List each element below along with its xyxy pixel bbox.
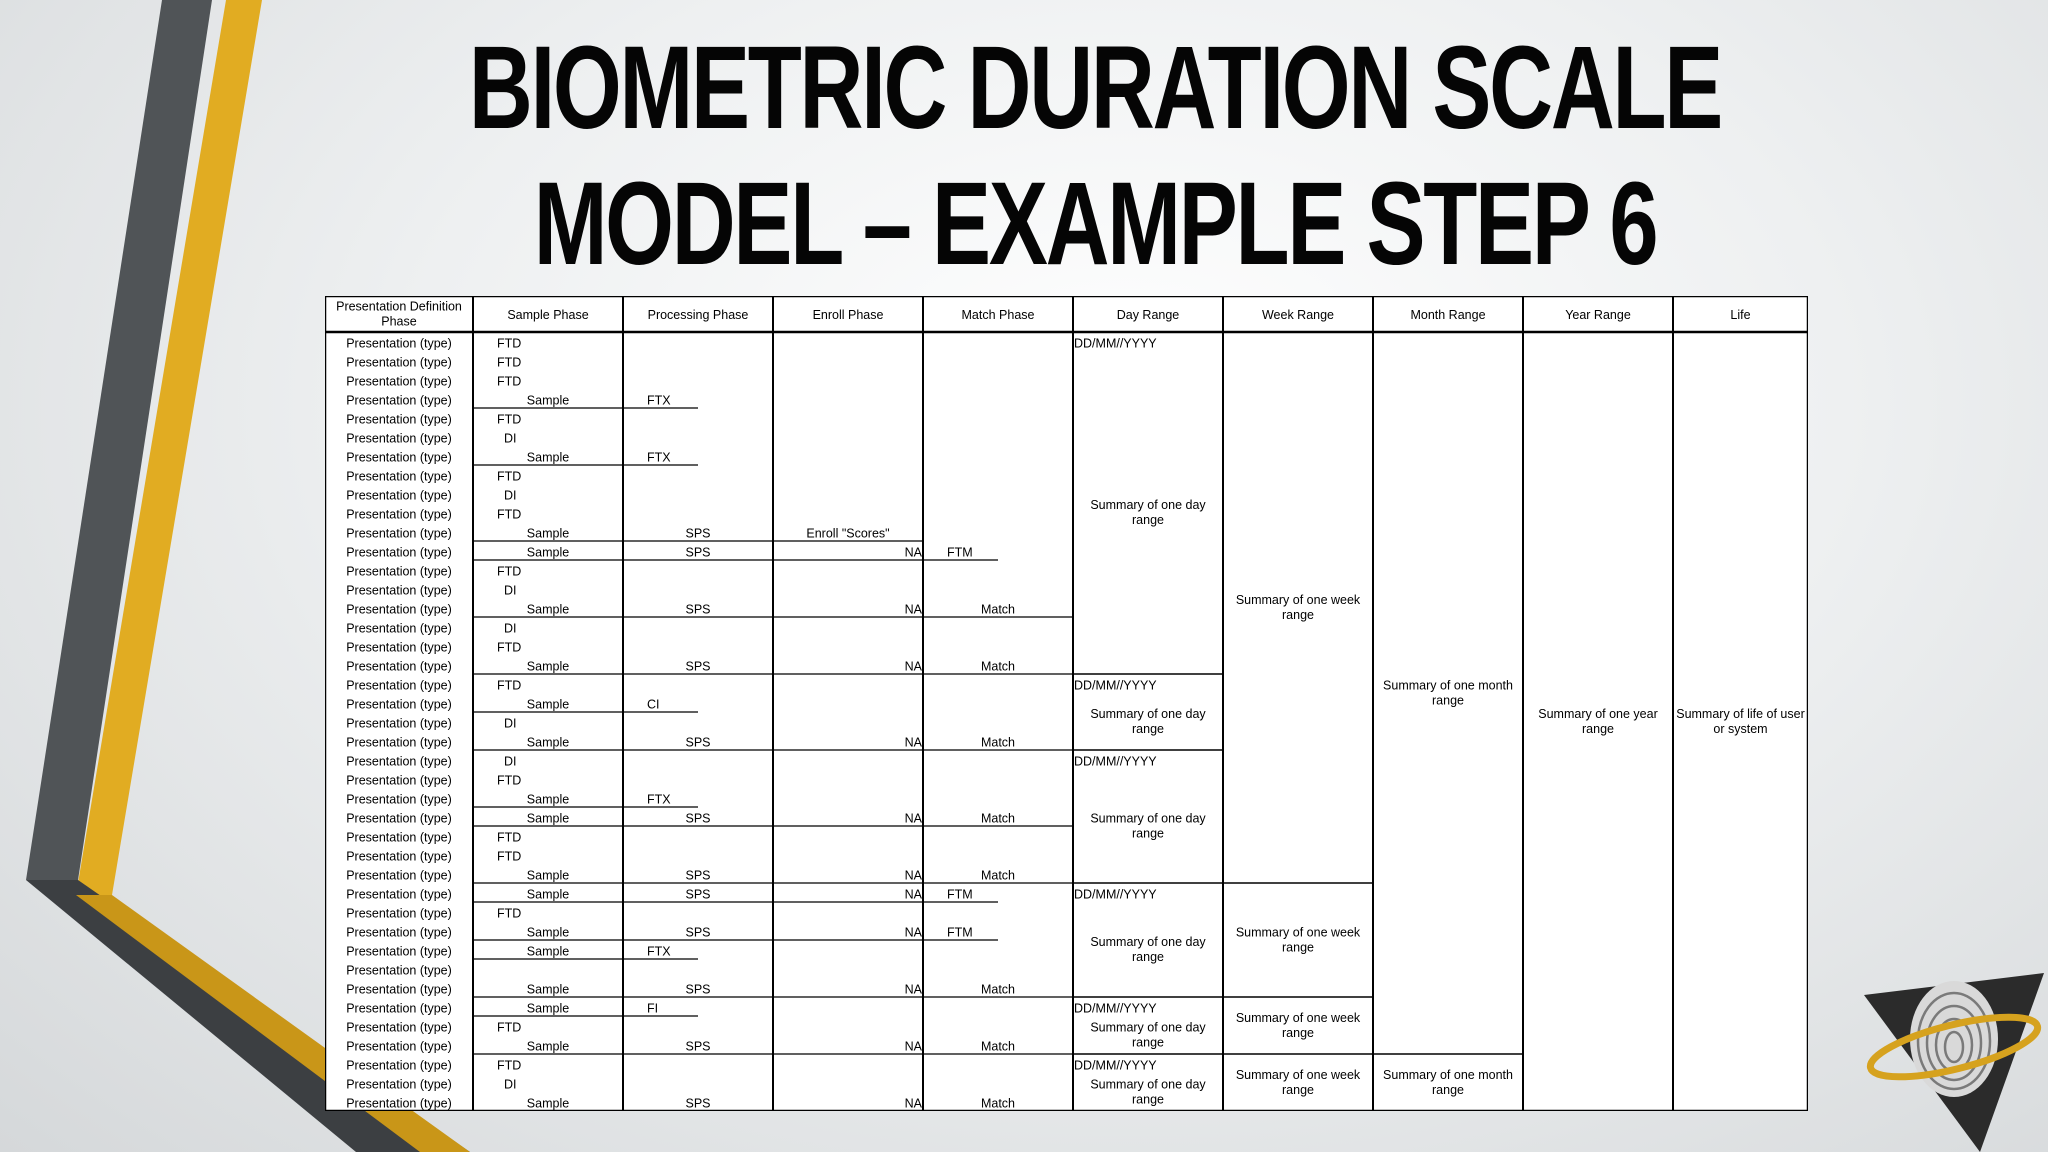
- sample-cell: FTD: [497, 507, 522, 522]
- processing-cell: FTX: [647, 450, 671, 465]
- row-label: Presentation (type): [346, 697, 452, 712]
- enroll-cell: NA: [904, 811, 922, 826]
- row-label: Presentation (type): [346, 507, 452, 522]
- month-summary: range: [1432, 693, 1464, 708]
- row-label: Presentation (type): [346, 906, 452, 921]
- week-summary: range: [1282, 1083, 1314, 1097]
- sample-cell: Sample: [526, 792, 570, 807]
- row-label: Presentation (type): [346, 1020, 452, 1035]
- row-label: Presentation (type): [346, 773, 452, 788]
- processing-cell: FTX: [647, 393, 671, 408]
- sample-cell: FTD: [497, 678, 522, 693]
- sample-cell: FTD: [497, 1020, 522, 1035]
- row-label: Presentation (type): [346, 887, 452, 902]
- week-summary: range: [1282, 940, 1314, 955]
- header-cell: Sample Phase: [507, 308, 589, 322]
- sample-cell: Sample: [526, 944, 570, 959]
- processing-cell: FI: [647, 1001, 659, 1016]
- week-summary: Summary of one week: [1235, 1011, 1361, 1025]
- row-label: Presentation (type): [346, 735, 452, 750]
- month-summary: Summary of one month: [1383, 678, 1513, 693]
- day-date: DD/MM//YYYY: [1074, 1058, 1157, 1073]
- processing-cell: SPS: [685, 526, 711, 541]
- header-cell: Life: [1730, 308, 1751, 322]
- processing-cell: SPS: [685, 545, 711, 560]
- processing-cell: FTX: [647, 792, 671, 807]
- match-cell: Match: [980, 1096, 1016, 1111]
- row-label: Presentation (type): [346, 944, 452, 959]
- day-summary: Summary of one day: [1090, 498, 1206, 512]
- processing-cell: SPS: [685, 735, 711, 750]
- processing-cell: SPS: [685, 982, 711, 997]
- sample-cell: FTD: [497, 336, 522, 351]
- year-summary: Summary of one year: [1538, 707, 1658, 721]
- row-label: Presentation (type): [346, 393, 452, 408]
- processing-cell: SPS: [685, 868, 711, 883]
- sample-cell: DI: [504, 431, 517, 446]
- fingerprint-logo: [1860, 955, 2048, 1152]
- row-label: Presentation (type): [346, 659, 452, 674]
- day-summary: Summary of one day: [1090, 707, 1206, 721]
- day-summary: range: [1132, 1092, 1164, 1107]
- header-cell: Enroll Phase: [812, 308, 884, 322]
- sample-cell: FTD: [497, 412, 522, 427]
- day-summary: Summary of one day: [1090, 1020, 1206, 1035]
- enroll-cell: NA: [904, 925, 922, 940]
- sample-cell: Sample: [526, 887, 570, 902]
- match-cell: Match: [980, 1039, 1016, 1054]
- enroll-cell: NA: [904, 735, 922, 750]
- row-label: Presentation (type): [346, 1001, 452, 1016]
- row-label: Presentation (type): [346, 1058, 452, 1073]
- sample-cell: FTD: [497, 830, 522, 845]
- row-label: Presentation (type): [346, 412, 452, 427]
- match-cell: FTM: [947, 887, 973, 902]
- row-label: Presentation (type): [346, 621, 452, 636]
- sample-cell: FTD: [497, 906, 522, 921]
- sample-cell: FTD: [497, 773, 522, 788]
- row-label: Presentation (type): [346, 488, 452, 503]
- row-label: Presentation (type): [346, 849, 452, 864]
- row-label: Presentation (type): [346, 450, 452, 465]
- header-cell: Presentation Definition: [336, 299, 462, 314]
- year-summary: range: [1582, 722, 1614, 736]
- sample-cell: FTD: [497, 564, 522, 579]
- processing-cell: SPS: [685, 887, 711, 902]
- enroll-cell: NA: [904, 982, 922, 997]
- row-label: Presentation (type): [346, 1039, 452, 1054]
- processing-cell: SPS: [685, 659, 711, 674]
- sample-cell: FTD: [497, 469, 522, 484]
- row-label: Presentation (type): [346, 583, 452, 598]
- match-cell: Match: [980, 868, 1016, 883]
- day-summary: Summary of one day: [1090, 935, 1206, 949]
- enroll-cell: NA: [904, 659, 922, 674]
- week-summary: Summary of one week: [1235, 593, 1361, 607]
- row-label: Presentation (type): [346, 963, 452, 978]
- row-label: Presentation (type): [346, 374, 452, 389]
- row-label: Presentation (type): [346, 640, 452, 655]
- row-label: Presentation (type): [346, 469, 452, 484]
- sample-cell: FTD: [497, 849, 522, 864]
- duration-table: [325, 296, 1808, 1111]
- sample-cell: DI: [504, 716, 517, 731]
- enroll-cell: NA: [904, 545, 922, 560]
- week-summary: Summary of one week: [1235, 925, 1361, 940]
- match-cell: Match: [980, 602, 1016, 617]
- row-label: Presentation (type): [346, 545, 452, 560]
- enroll-cell: NA: [904, 602, 922, 617]
- processing-cell: SPS: [685, 1039, 711, 1054]
- sample-cell: Sample: [526, 602, 570, 617]
- header-cell: Match Phase: [961, 308, 1035, 322]
- life-summary: or system: [1713, 722, 1768, 736]
- sample-cell: Sample: [526, 545, 570, 560]
- sample-cell: DI: [504, 583, 517, 598]
- processing-cell: SPS: [685, 811, 711, 826]
- enroll-cell: NA: [904, 1096, 922, 1111]
- day-summary: range: [1132, 513, 1164, 527]
- row-label: Presentation (type): [346, 1096, 452, 1111]
- day-date: DD/MM//YYYY: [1074, 336, 1157, 351]
- header-cell: Week Range: [1261, 308, 1335, 322]
- sample-cell: DI: [504, 488, 517, 503]
- day-summary: range: [1132, 826, 1164, 841]
- sample-cell: Sample: [526, 868, 570, 883]
- enroll-cell: NA: [904, 1039, 922, 1054]
- sample-cell: FTD: [497, 640, 522, 655]
- sample-cell: DI: [504, 1077, 517, 1092]
- sample-cell: FTD: [497, 374, 522, 389]
- sample-cell: Sample: [526, 450, 570, 465]
- processing-cell: SPS: [685, 925, 711, 940]
- sample-cell: Sample: [526, 697, 570, 712]
- enroll-cell: NA: [904, 868, 922, 883]
- week-summary: range: [1282, 608, 1314, 622]
- row-label: Presentation (type): [346, 868, 452, 883]
- row-label: Presentation (type): [346, 1077, 452, 1092]
- row-label: Presentation (type): [346, 678, 452, 693]
- day-date: DD/MM//YYYY: [1074, 754, 1157, 769]
- match-cell: Match: [980, 735, 1016, 750]
- row-label: Presentation (type): [346, 431, 452, 446]
- month-summary: Summary of one month: [1383, 1068, 1513, 1082]
- day-summary: range: [1132, 1035, 1164, 1050]
- match-cell: FTM: [947, 925, 973, 940]
- day-summary: range: [1132, 722, 1164, 736]
- enroll-cell: Enroll "Scores": [806, 526, 890, 541]
- day-date: DD/MM//YYYY: [1074, 1001, 1157, 1016]
- row-label: Presentation (type): [346, 355, 452, 370]
- enroll-cell: NA: [904, 887, 922, 902]
- match-cell: Match: [980, 659, 1016, 674]
- row-label: Presentation (type): [346, 982, 452, 997]
- header-cell: Month Range: [1410, 308, 1486, 322]
- row-label: Presentation (type): [346, 792, 452, 807]
- month-summary: range: [1432, 1083, 1464, 1097]
- sample-cell: FTD: [497, 355, 522, 370]
- day-date: DD/MM//YYYY: [1074, 887, 1157, 902]
- processing-cell: CI: [647, 697, 660, 712]
- header-cell: Year Range: [1565, 308, 1631, 322]
- row-label: Presentation (type): [346, 336, 452, 351]
- match-cell: Match: [980, 982, 1016, 997]
- life-summary: Summary of life of user: [1676, 707, 1805, 721]
- sample-cell: FTD: [497, 1058, 522, 1073]
- sample-cell: DI: [504, 754, 517, 769]
- page-title: BIOMETRIC DURATION SCALE MODEL – EXAMPLE STEP 6: [468, 22, 1722, 290]
- row-label: Presentation (type): [346, 830, 452, 845]
- match-cell: Match: [980, 811, 1016, 826]
- processing-cell: FTX: [647, 944, 671, 959]
- row-label: Presentation (type): [346, 716, 452, 731]
- match-cell: FTM: [947, 545, 973, 560]
- sample-cell: Sample: [526, 811, 570, 826]
- sample-cell: Sample: [526, 982, 570, 997]
- row-label: Presentation (type): [346, 925, 452, 940]
- row-label: Presentation (type): [346, 564, 452, 579]
- processing-cell: SPS: [685, 602, 711, 617]
- sample-cell: Sample: [526, 1096, 570, 1111]
- day-summary: range: [1132, 950, 1164, 964]
- week-summary: Summary of one week: [1235, 1068, 1361, 1082]
- header-cell: Day Range: [1116, 308, 1180, 322]
- sample-cell: Sample: [526, 393, 570, 408]
- sample-cell: Sample: [526, 659, 570, 674]
- row-label: Presentation (type): [346, 602, 452, 617]
- row-label: Presentation (type): [346, 811, 452, 826]
- sample-cell: Sample: [526, 526, 570, 541]
- row-label: Presentation (type): [346, 754, 452, 769]
- day-date: DD/MM//YYYY: [1074, 678, 1157, 693]
- sample-cell: DI: [504, 621, 517, 636]
- day-summary: Summary of one day: [1090, 811, 1206, 826]
- processing-cell: SPS: [685, 1096, 711, 1111]
- header-cell: Processing Phase: [647, 308, 749, 322]
- row-label: Presentation (type): [346, 526, 452, 541]
- sample-cell: Sample: [526, 1001, 570, 1016]
- header-cell: Phase: [381, 314, 417, 329]
- sample-cell: Sample: [526, 735, 570, 750]
- week-summary: range: [1282, 1026, 1314, 1040]
- day-summary: Summary of one day: [1090, 1077, 1206, 1092]
- sample-cell: Sample: [526, 925, 570, 940]
- sample-cell: Sample: [526, 1039, 570, 1054]
